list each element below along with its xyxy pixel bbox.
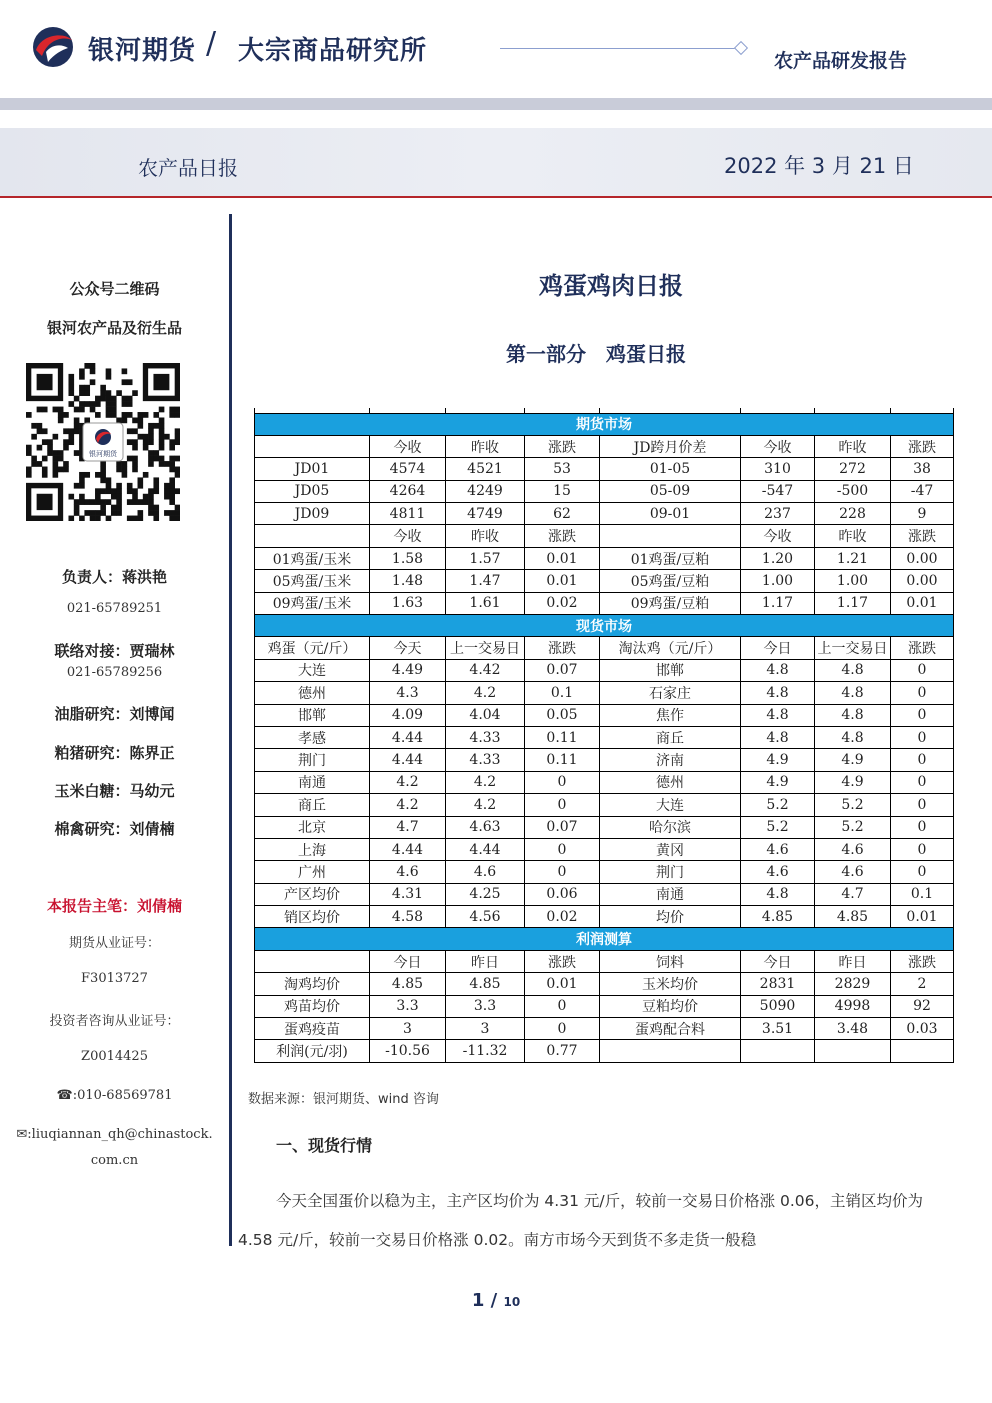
table-cell: 0 [891,771,954,793]
table-cell: 0.00 [891,570,954,592]
table-row [255,503,954,525]
table-cell: 09-01 [600,503,741,525]
table-cell: 蛋鸡配合料 [600,1018,741,1040]
sidebar-line: 联络对接：贾瑞林 [54,642,175,660]
table-row [255,1040,954,1062]
table-cell: 0.07 [525,659,600,681]
table-row [255,637,954,659]
table-cell: 1.58 [370,547,446,569]
table-cell: 涨跌 [525,637,600,659]
table-cell: 饲料 [600,950,741,972]
table-row [255,794,954,816]
sidebar-line: 投资者咨询从业证号： [49,1014,180,1029]
table-cell [741,1040,815,1062]
sidebar-line: 021-65789251 [66,601,163,616]
table-cell: 3 [446,1018,525,1040]
table-cell: 昨收 [446,435,525,457]
table-cell: 0.03 [891,1018,954,1040]
table-cell: 0.11 [525,749,600,771]
table-row [255,950,954,972]
table-cell: 4.8 [741,682,815,704]
part-title: 第一部分 鸡蛋日报 [506,342,686,366]
table-cell: 昨收 [815,435,891,457]
table-cell: 0.06 [525,883,600,905]
table-cell: 北京 [255,816,370,838]
table-cell: -547 [741,480,815,502]
sidebar-line: ☎:010-68569781 [56,1088,173,1103]
table-cell: 4.44 [370,726,446,748]
table-cell: 4.2 [446,794,525,816]
table-cell: 0.1 [525,682,600,704]
table-cell: 利润(元/羽) [255,1040,370,1062]
sidebar-line: F3013727 [81,971,148,986]
table-row [255,480,954,502]
section-title: 期货市场 [255,413,954,435]
sidebar-line: 玉米白糖：马幼元 [54,782,175,800]
banner-rule [0,196,992,198]
table-cell: 1.47 [446,570,525,592]
table-row [255,995,954,1017]
table-cell: 4574 [370,458,446,480]
title-divider: / [206,26,217,61]
table-cell: 0.02 [525,906,600,928]
table-cell: 0.02 [525,592,600,614]
table-row [255,1018,954,1040]
table-cell: JD09 [255,503,370,525]
table-cell: 今日 [741,637,815,659]
table-cell: 4.6 [741,861,815,883]
table-row [255,525,954,547]
table-cell: 228 [815,503,891,525]
table-cell: 0 [891,749,954,771]
table-cell: 4.6 [446,861,525,883]
table-cell: 4.9 [741,771,815,793]
table-cell: 0 [525,771,600,793]
table-cell: 4.9 [815,771,891,793]
table-cell: 4.2 [370,794,446,816]
table-cell: 09鸡蛋/玉米 [255,592,370,614]
daily-report-name: 农产品日报 [138,156,238,180]
table-cell: 0.01 [525,547,600,569]
table-cell: -10.56 [370,1040,446,1062]
table-cell: 1.00 [815,570,891,592]
table-cell: -11.32 [446,1040,525,1062]
sidebar-line: 本报告主笔：刘倩楠 [46,897,182,915]
table-cell: 9 [891,503,954,525]
table-cell: JD01 [255,458,370,480]
table-cell: 今收 [370,525,446,547]
institute-name: 大宗商品研究所 [238,36,428,66]
table-cell: 今日 [741,950,815,972]
table-cell: 310 [741,458,815,480]
table-row [255,838,954,860]
sidebar-line: Z0014425 [81,1049,148,1064]
sidebar-line: 负责人：蒋洪艳 [61,568,167,586]
table-cell: 1.21 [815,547,891,569]
table-cell: 1.00 [741,570,815,592]
sidebar-line: com.cn [90,1153,139,1168]
table-row [255,771,954,793]
table-cell: 产区均价 [255,883,370,905]
table-cell: 2829 [815,973,891,995]
table-cell: 4.85 [815,906,891,928]
report-date: 2022 年 3 月 21 日 [724,154,914,178]
table-cell: 今收 [370,435,446,457]
table-cell: 焦作 [600,704,741,726]
table-section-header [255,615,954,637]
report-banner [0,128,992,196]
table-cell: 4.8 [741,726,815,748]
table-cell: 4.7 [815,883,891,905]
table-cell: 92 [891,995,954,1017]
table-cell: 4249 [446,480,525,502]
table-row [255,861,954,883]
table-cell: 4521 [446,458,525,480]
table-cell: 0 [525,995,600,1017]
table-cell: 1.48 [370,570,446,592]
table-cell: 黄冈 [600,838,741,860]
table-cell: 0 [525,838,600,860]
table-cell: 淘汰鸡（元/斤） [600,637,741,659]
table-cell: 4.2 [446,682,525,704]
table-cell: 3.51 [741,1018,815,1040]
table-cell: 上一交易日 [815,637,891,659]
table-cell: 4.58 [370,906,446,928]
table-row [255,883,954,905]
table-cell: 53 [525,458,600,480]
section-title: 利润测算 [255,928,954,950]
table-cell: 4.8 [815,704,891,726]
table-cell: 4.6 [370,861,446,883]
table-cell: 邯郸 [255,704,370,726]
table-cell: 01-05 [600,458,741,480]
table-cell: 4.44 [370,749,446,771]
table-cell: 今日 [370,950,446,972]
table-cell: 涨跌 [891,525,954,547]
table-cell [255,525,370,547]
header-rule [500,48,736,49]
table-cell: 广州 [255,861,370,883]
table-cell: 0.01 [525,570,600,592]
table-cell: 4.42 [446,659,525,681]
table-cell: 0.01 [891,592,954,614]
table-cell: 南通 [255,771,370,793]
table-cell: 涨跌 [525,525,600,547]
sidebar-line: 021-65789256 [66,665,163,680]
table-cell: 德州 [600,771,741,793]
table-cell: 4.85 [446,973,525,995]
table-cell: 4.04 [446,704,525,726]
data-source: 数据来源：银河期货、wind 咨询 [248,1092,439,1107]
table-cell: 孝感 [255,726,370,748]
table-cell: 荆门 [255,749,370,771]
sidebar-line: 粕猪研究：陈界正 [54,744,175,762]
table-cell: 5.2 [741,816,815,838]
sidebar-line: 期货从业证号： [68,936,160,951]
table-cell: 上海 [255,838,370,860]
table-cell: 3.48 [815,1018,891,1040]
table-cell: 0.1 [891,883,954,905]
report-title: 鸡蛋鸡肉日报 [539,272,683,300]
table-cell: 05鸡蛋/玉米 [255,570,370,592]
table-cell: 0.77 [525,1040,600,1062]
table-cell: 0 [891,704,954,726]
table-cell: 4.31 [370,883,446,905]
galaxy-logo-icon [28,26,78,68]
page-total: 10 [503,1295,521,1309]
table-cell: 4.8 [741,659,815,681]
table-cell: 0 [891,861,954,883]
table-cell [600,525,741,547]
table-cell: 鸡蛋（元/斤） [255,637,370,659]
table-cell: 0.05 [525,704,600,726]
table-cell: 62 [525,503,600,525]
table-cell: 4.2 [446,771,525,793]
table-cell: 09鸡蛋/豆粕 [600,592,741,614]
table-cell: 商丘 [600,726,741,748]
table-cell: 昨日 [446,950,525,972]
table-cell: 涨跌 [891,637,954,659]
table-cell: 01鸡蛋/玉米 [255,547,370,569]
table-cell: JD05 [255,480,370,502]
table-cell [891,1040,954,1062]
table-row [255,547,954,569]
table-cell: 4811 [370,503,446,525]
table-cell: -47 [891,480,954,502]
table-cell: 3.3 [446,995,525,1017]
sidebar-line: 油脂研究：刘博闻 [54,705,175,723]
table-cell: 1.17 [815,592,891,614]
table-cell: 4.9 [815,749,891,771]
table-cell: 0 [891,726,954,748]
table-cell: 德州 [255,682,370,704]
table-cell: 销区均价 [255,906,370,928]
table-row [255,816,954,838]
table-cell: 0.00 [891,547,954,569]
table-row [255,906,954,928]
table-cell: 鸡苗均价 [255,995,370,1017]
table-cell: 0 [891,659,954,681]
table-cell: 4.56 [446,906,525,928]
table-cell: 4.85 [741,906,815,928]
table-cell: 0 [891,794,954,816]
table-cell [255,950,370,972]
table-cell: 豆粕均价 [600,995,741,1017]
section-heading: 一、现货行情 [276,1136,373,1155]
table-cell: 237 [741,503,815,525]
table-cell: 南通 [600,883,741,905]
table-row [255,726,954,748]
table-cell: 4749 [446,503,525,525]
table-cell: 昨日 [815,950,891,972]
table-cell: 0 [891,838,954,860]
table-cell: 昨收 [815,525,891,547]
table-cell: 今收 [741,525,815,547]
table-row [255,682,954,704]
table-cell: 涨跌 [891,950,954,972]
table-cell: 5.2 [815,794,891,816]
table-cell: 01鸡蛋/豆粕 [600,547,741,569]
diamond-icon [734,41,748,55]
table-cell: 4.63 [446,816,525,838]
table-row [255,435,954,457]
qr-title: 公众号二维码 [69,280,160,298]
table-section-header [255,413,954,435]
qr-logo-text: 银河期货 [89,450,117,458]
table-cell: 4264 [370,480,446,502]
table-cell: 4.8 [815,726,891,748]
table-cell: 4.09 [370,704,446,726]
table-cell: 4.44 [446,838,525,860]
table-cell: 38 [891,458,954,480]
table-cell: 0 [525,794,600,816]
table-cell: 均价 [600,906,741,928]
page-separator: / [484,1290,504,1311]
table-cell: 上一交易日 [446,637,525,659]
section-title: 现货市场 [255,615,954,637]
table-cell: 4.7 [370,816,446,838]
table-cell: 1.57 [446,547,525,569]
table-cell: JD跨月价差 [600,435,741,457]
table-cell: 淘鸡均价 [255,973,370,995]
brand-name: 银河期货 [88,36,197,66]
body-paragraph: 今天全国蛋价以稳为主，主产区均价为 4.31 元/斤，较前一交易日价格涨 0.06，主销区均价为 4.58 元/斤，较前一交易日价格涨 0.02。南方市场今天到货不多走货一般稳 [238,1192,924,1249]
table-cell: 涨跌 [525,435,600,457]
table-cell: 涨跌 [525,950,600,972]
sidebar-line: ✉:liuqiannan_qh@chinastock. [16,1127,213,1142]
table-cell: 2831 [741,973,815,995]
table-cell: 济南 [600,749,741,771]
sidebar-divider [229,214,232,1246]
page-number [0,1290,992,1311]
table-cell: 4.9 [741,749,815,771]
table-cell: 4.49 [370,659,446,681]
egg-data-table [254,408,954,1063]
table-cell: 今收 [741,435,815,457]
table-row [255,749,954,771]
table-cell: 4.44 [370,838,446,860]
table-cell: 0 [891,682,954,704]
table-cell [255,435,370,457]
table-cell: 4.8 [741,883,815,905]
page-current: 1 [471,1290,485,1311]
header-band [0,98,992,110]
table-cell: 4.6 [815,861,891,883]
table-cell: 大连 [255,659,370,681]
table-cell: 3 [370,1018,446,1040]
qr-subtitle: 银河农产品及衍生品 [46,319,182,337]
table-cell [815,1040,891,1062]
table-section-header [255,928,954,950]
table-cell: 荆门 [600,861,741,883]
table-cell: 5.2 [741,794,815,816]
table-cell: 4.6 [741,838,815,860]
table-cell: 哈尔滨 [600,816,741,838]
table-row [255,704,954,726]
table-cell: 0.01 [525,973,600,995]
table-cell: 大连 [600,794,741,816]
table-cell: 4998 [815,995,891,1017]
table-cell: 4.33 [446,726,525,748]
table-cell: 4.3 [370,682,446,704]
table-row [255,659,954,681]
table-cell: 1.61 [446,592,525,614]
table-cell: 0 [525,861,600,883]
table-cell: 0.01 [891,906,954,928]
table-cell: 05鸡蛋/豆粕 [600,570,741,592]
table-cell: 5090 [741,995,815,1017]
table-cell: 0.07 [525,816,600,838]
table-cell: 玉米均价 [600,973,741,995]
table-row [255,570,954,592]
table-cell: 今天 [370,637,446,659]
table-row [255,592,954,614]
table-cell: 4.33 [446,749,525,771]
table-cell: 4.2 [370,771,446,793]
sidebar-line: 棉禽研究：刘倩楠 [54,820,175,838]
table-cell: 1.20 [741,547,815,569]
table-cell: 昨收 [446,525,525,547]
table-cell: 1.17 [741,592,815,614]
table-cell: 4.25 [446,883,525,905]
table-cell: 商丘 [255,794,370,816]
table-cell [600,1040,741,1062]
table-cell: 石家庄 [600,682,741,704]
table-cell: 4.8 [741,704,815,726]
table-cell: 4.85 [370,973,446,995]
qr-code-icon [26,363,180,521]
table-cell: 5.2 [815,816,891,838]
table-cell: 邯郸 [600,659,741,681]
table-cell: 涨跌 [891,435,954,457]
table-row [255,458,954,480]
table-cell: 4.8 [815,659,891,681]
report-type: 农产品研发报告 [774,50,908,72]
table-cell: 05-09 [600,480,741,502]
table-cell: 15 [525,480,600,502]
table-cell: -500 [815,480,891,502]
table-cell: 4.6 [815,838,891,860]
table-cell: 2 [891,973,954,995]
table-row [255,973,954,995]
table-cell: 0.11 [525,726,600,748]
table-cell: 蛋鸡疫苗 [255,1018,370,1040]
table-cell: 0 [525,1018,600,1040]
table-cell: 0 [891,816,954,838]
table-cell: 1.63 [370,592,446,614]
table-cell: 4.8 [815,682,891,704]
table-cell: 3.3 [370,995,446,1017]
page-header [0,0,992,100]
table-cell: 272 [815,458,891,480]
